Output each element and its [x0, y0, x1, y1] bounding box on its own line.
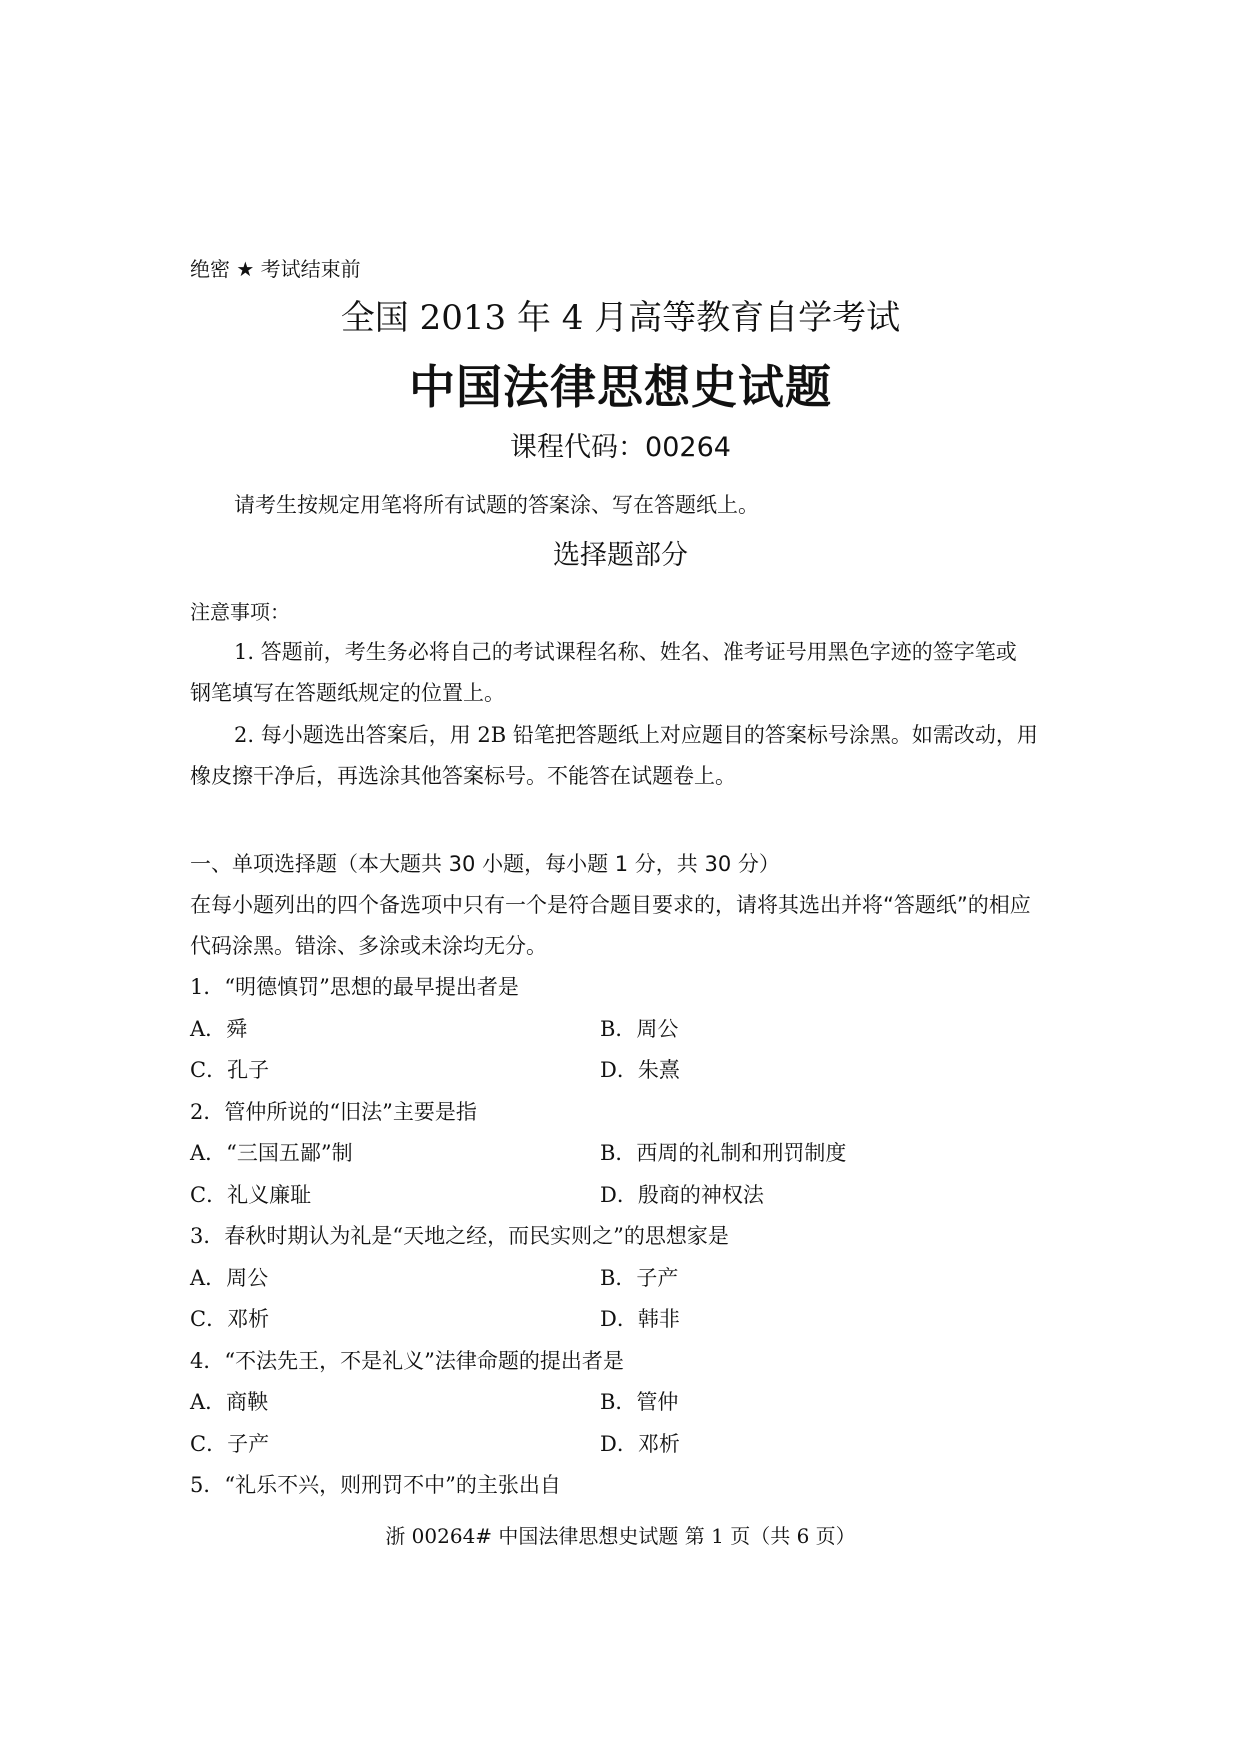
question-2-option-d: D．殷商的神权法 — [600, 1183, 764, 1207]
page-footer: 浙 00264# 中国法律思想史试题 第 1 页（共 6 页） — [385, 1524, 856, 1548]
page-title: 中国法律思想史试题 — [409, 360, 832, 414]
question-3-option-c: C．邓析 — [190, 1307, 270, 1331]
notice-item-1-line-1: 1. 答题前，考生务必将自己的考试课程名称、姓名、准考证号用黑色字迹的签字笔或 — [234, 640, 1017, 664]
course-code: 课程代码：00264 — [510, 432, 731, 463]
notice-item-2-line-1: 2. 每小题选出答案后，用 2B 铅笔把答题纸上对应题目的答案标号涂黑。如需改动，用 — [234, 723, 1038, 747]
question-4-stem: 4．“不法先王，不是礼义”法律命题的提出者是 — [190, 1349, 624, 1373]
notice-item-2-line-2: 橡皮擦干净后，再选涂其他答案标号。不能答在试题卷上。 — [190, 764, 736, 788]
part-one-heading: 一、单项选择题（本大题共 30 小题，每小题 1 分，共 30 分） — [190, 852, 780, 876]
question-1-option-c: C．孔子 — [190, 1058, 270, 1082]
notice-heading: 注意事项： — [190, 600, 290, 624]
question-4-option-c: C．子产 — [190, 1432, 270, 1456]
notice-item-1-line-2: 钢笔填写在答题纸规定的位置上。 — [190, 681, 505, 705]
question-3-option-d: D．韩非 — [600, 1307, 680, 1331]
exam-title: 全国 2013 年 4 月高等教育自学考试 — [340, 298, 901, 338]
question-2-stem: 2．管仲所说的“旧法”主要是指 — [190, 1100, 477, 1124]
question-4-option-a: A．商鞅 — [190, 1390, 269, 1414]
part-one-desc-line-2: 代码涂黑。错涂、多涂或未涂均无分。 — [190, 934, 547, 958]
question-1-option-d: D．朱熹 — [600, 1058, 680, 1082]
question-4-option-b: B．管仲 — [600, 1390, 679, 1414]
question-4-option-d: D．邓析 — [600, 1432, 680, 1456]
part-one-desc-line-1: 在每小题列出的四个备选项中只有一个是符合题目要求的，请将其选出并将“答题纸”的相应 — [190, 893, 1031, 917]
question-1-stem: 1．“明德慎罚”思想的最早提出者是 — [190, 975, 519, 999]
answer-instruction: 请考生按规定用笔将所有试题的答案涂、写在答题纸上。 — [234, 493, 759, 517]
question-3-stem: 3．春秋时期认为礼是“天地之经，而民实则之”的思想家是 — [190, 1224, 729, 1248]
question-3-option-b: B．子产 — [600, 1266, 679, 1290]
question-2-option-c: C．礼义廉耻 — [190, 1183, 312, 1207]
confidential-mark: 绝密 ★ 考试结束前 — [190, 257, 361, 281]
question-1-option-a: A．舜 — [190, 1017, 248, 1041]
question-1-option-b: B．周公 — [600, 1017, 679, 1041]
question-5-stem: 5．“礼乐不兴，则刑罚不中”的主张出自 — [190, 1473, 561, 1497]
question-3-option-a: A．周公 — [190, 1266, 269, 1290]
question-2-option-a: A．“三国五鄙”制 — [190, 1141, 353, 1165]
question-2-option-b: B．西周的礼制和刑罚制度 — [600, 1141, 847, 1165]
section-title: 选择题部分 — [553, 540, 688, 571]
